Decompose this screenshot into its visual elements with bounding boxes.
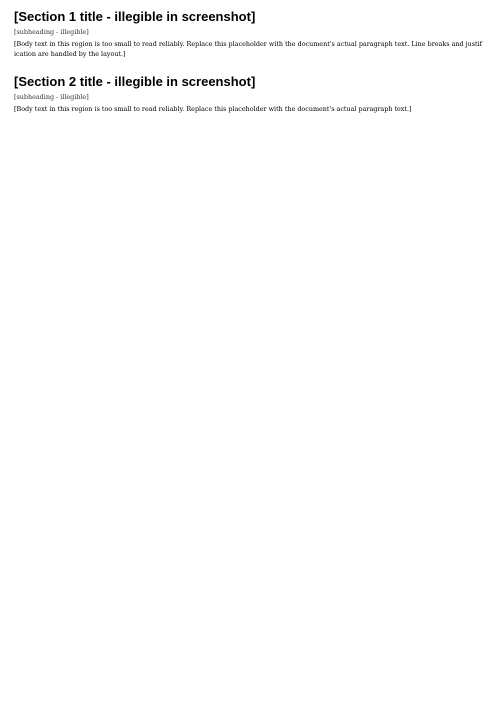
section-1-title: [Section 1 title - illegible in screenshot] — [14, 9, 256, 24]
section-2-title: [Section 2 title - illegible in screenshot] — [14, 74, 256, 90]
section-1-body: [Body text in this region is too small to read reliably. Replace this placeholder with the document's actual paragraph text. Line breaks and justification are handled by the layout.] — [14, 40, 482, 59]
section-gap — [14, 65, 482, 73]
section-2-body: [Body text in this region is too small to read reliably. Replace this placeholder with the document's actual paragraph text.] — [14, 105, 412, 114]
section-2-subheading: [subheading - illegible] — [14, 93, 89, 102]
section-1-subheading: [subheading - illegible] — [14, 28, 89, 36]
